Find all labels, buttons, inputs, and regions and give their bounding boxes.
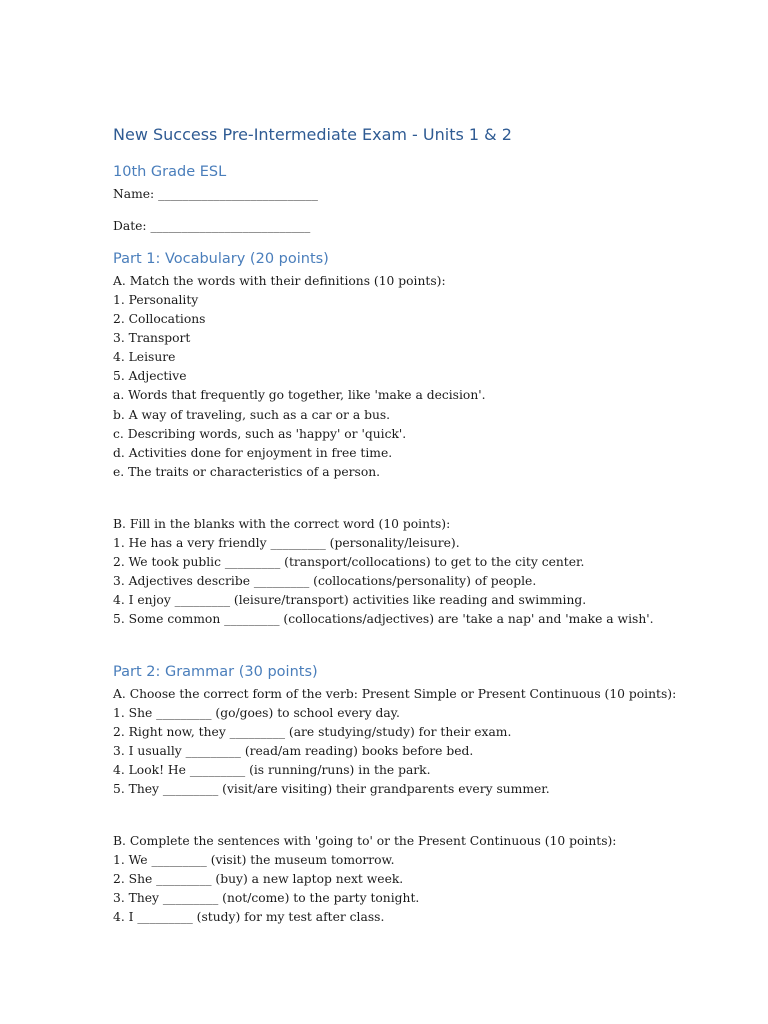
part2-a-list	[113, 704, 550, 799]
part2-b-instruction: B. Complete the sentences with 'going to' or the Present Continuous (10 points):	[113, 834, 617, 848]
date-line: Date: __________________________	[113, 219, 311, 233]
list-item: 4. I enjoy _________ (leisure/transport) activities like reading and swimming.	[113, 593, 587, 608]
part1-b-instruction: B. Fill in the blanks with the correct word (10 points):	[113, 517, 451, 531]
list-item: 5. Adjective	[113, 369, 187, 384]
list-item: 3. Transport	[113, 331, 191, 346]
list-item: 3. Adjectives describe _________ (collocations/personality) of people.	[113, 574, 537, 589]
list-item: 1. Personality	[113, 293, 199, 307]
list-item: 1. She _________ (go/goes) to school every day.	[113, 706, 400, 720]
part2-a-instruction: A. Choose the correct form of the verb: Present Simple or Present Continuous (10 points):	[113, 687, 677, 701]
list-item: e. The traits or characteristics of a person.	[113, 464, 381, 479]
list-item: 3. They _________ (not/come) to the party tonight.	[113, 891, 420, 906]
part1-a-list	[113, 291, 486, 482]
part1-b-list	[113, 534, 654, 629]
list-item: 2. Right now, they _________ (are studying/study) for their exam.	[113, 725, 512, 740]
list-item: 4. Look! He _________ (is running/runs) in the park.	[113, 763, 431, 778]
part2-heading: Part 2: Grammar (30 points)	[113, 664, 318, 680]
grade-heading: 10th Grade ESL	[113, 164, 227, 180]
part2-b-list	[113, 851, 419, 927]
list-item: 2. Collocations	[113, 312, 206, 327]
list-item: 2. She _________ (buy) a new laptop next week.	[113, 872, 404, 887]
list-item: 4. Leisure	[113, 350, 176, 365]
part1-a-instruction: A. Match the words with their definitions (10 points):	[113, 274, 446, 288]
name-line: Name: __________________________	[113, 187, 318, 201]
list-item: 3. I usually _________ (read/am reading) books before bed.	[113, 744, 474, 759]
list-item: d. Activities done for enjoyment in free time.	[113, 445, 393, 460]
list-item: b. A way of traveling, such as a car or a bus.	[113, 407, 391, 422]
document-title: New Success Pre-Intermediate Exam - Units 1 & 2	[113, 125, 512, 144]
part1-heading: Part 1: Vocabulary (20 points)	[113, 251, 329, 267]
list-item: 5. Some common _________ (collocations/adjectives) are 'take a nap' and 'make a wish'.	[113, 612, 654, 627]
list-item: 5. They _________ (visit/are visiting) their grandparents every summer.	[113, 782, 550, 797]
list-item: 4. I _________ (study) for my test after class.	[113, 910, 385, 925]
list-item: c. Describing words, such as 'happy' or 'quick'.	[113, 426, 407, 441]
list-item: 1. He has a very friendly _________ (personality/leisure).	[113, 536, 460, 550]
list-item: a. Words that frequently go together, like 'make a decision'.	[113, 388, 486, 403]
list-item: 2. We took public _________ (transport/collocations) to get to the city center.	[113, 555, 585, 570]
list-item: 1. We _________ (visit) the museum tomorrow.	[113, 853, 395, 867]
